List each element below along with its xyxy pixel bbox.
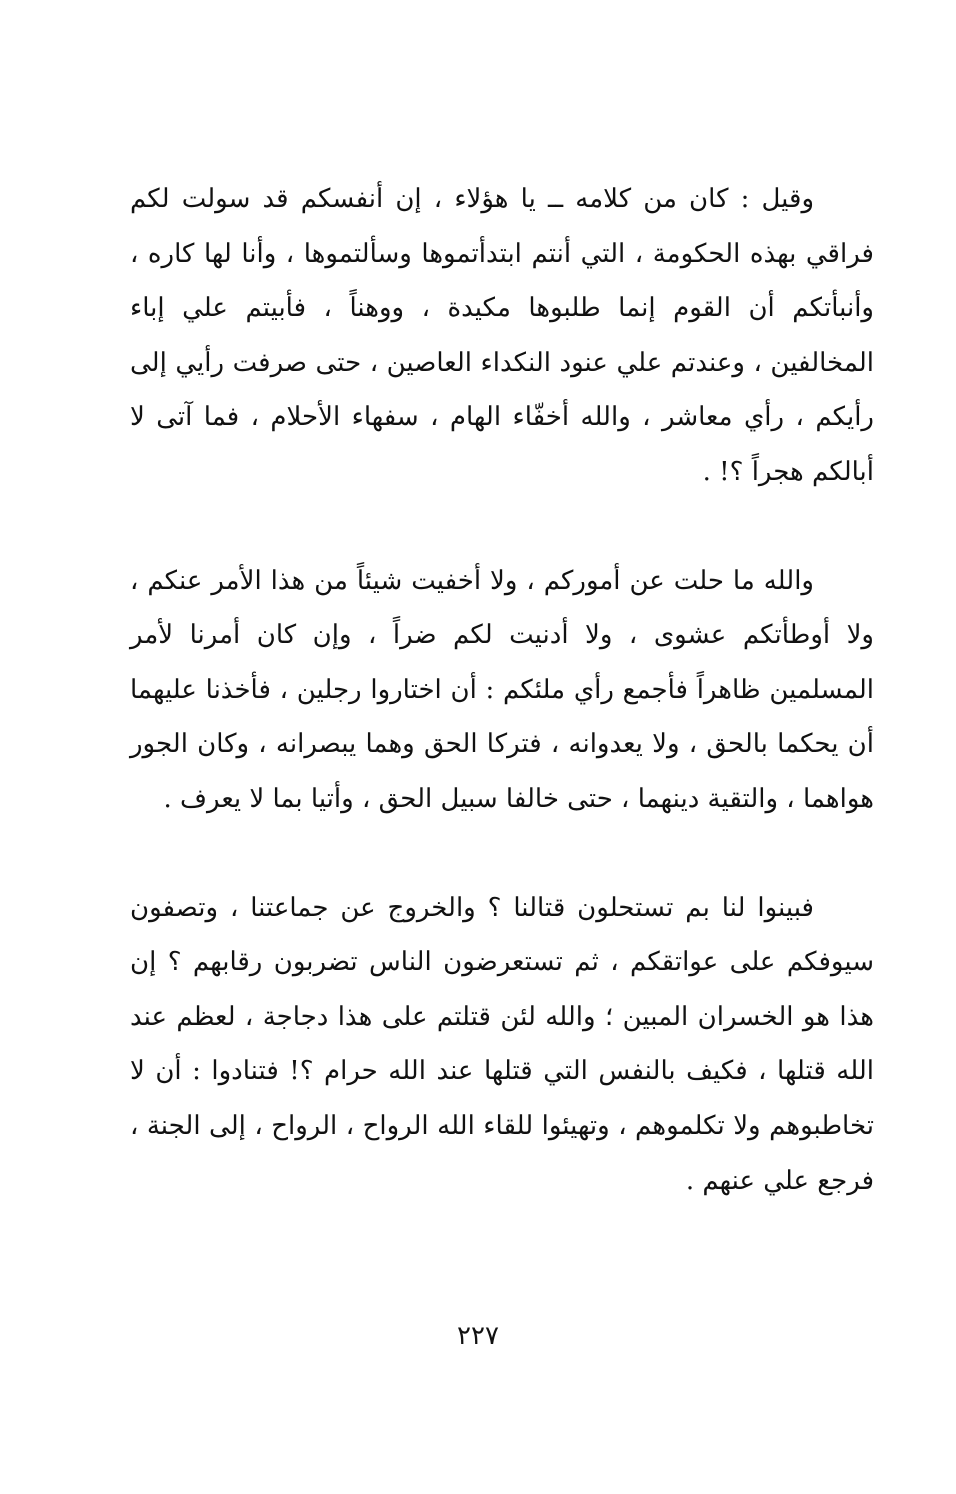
paragraph-3: فبينوا لنا بم تستحلون قتالنا ؟ والخروج عن جماعتنا ، وتصفون سيوفكم على عواتقكم ، ثم تستعرضون الناس تضربون رقابهم ؟ إن هذا هو الخسران المبين ؛ والله لئن قتلتم على هذا دجاجة ، لعظم عند الله قتلها ، فكيف بالنفس التي قتلها عند الله حرام ؟! فتنادوا : أن لا تخاطبوهم ولا تكلموهم ، وتهيئوا للقاء الله الرواح ، الرواح ، إلى الجنة ، فرجع علي عنهم . xyxy=(130,892,874,1196)
paragraph-2: والله ما حلت عن أموركم ، ولا أخفيت شيئاً من هذا الأمر عنكم ، ولا أوطأتكم عشوى ، ولا أدنيت لكم ضراً ، وإن كان أمرنا لأمر المسلمين ظاهراً فأجمع رأي ملئكم : أن اختاروا رجلين ، فأخذنا عليهما أن يحكما بالحق ، ولا يعدوانه ، فتركا الحق وهما يبصرانه ، وكان الجور هواهما ، والتقية دينهما ، حتى خالفا سبيل الحق ، وأتيا بما لا يعرف . xyxy=(130,565,874,814)
paragraph-1: وقيل : كان من كلامه ــ يا هؤلاء ، إن أنفسكم قد سولت لكم فراقي بهذه الحكومة ، التي أنتم ابتدأتموها وسألتموها ، وأنا لها كاره ، وأنبأتكم أن القوم إنما طلبوها مكيدة ، ووهناً ، فأبيتم علي إباء المخالفين ، وعندتم علي عنود النكداء العاصين ، حتى صرفت رأيي إلى رأيكم ، رأي معاشر ، والله أخفّاء الهام ، سفهاء الأحلام ، فما آتى لا أبالكم هجراً ؟! . xyxy=(130,184,875,487)
page-number: ٢٢٧ xyxy=(457,1321,499,1351)
body-text xyxy=(130,172,874,1208)
